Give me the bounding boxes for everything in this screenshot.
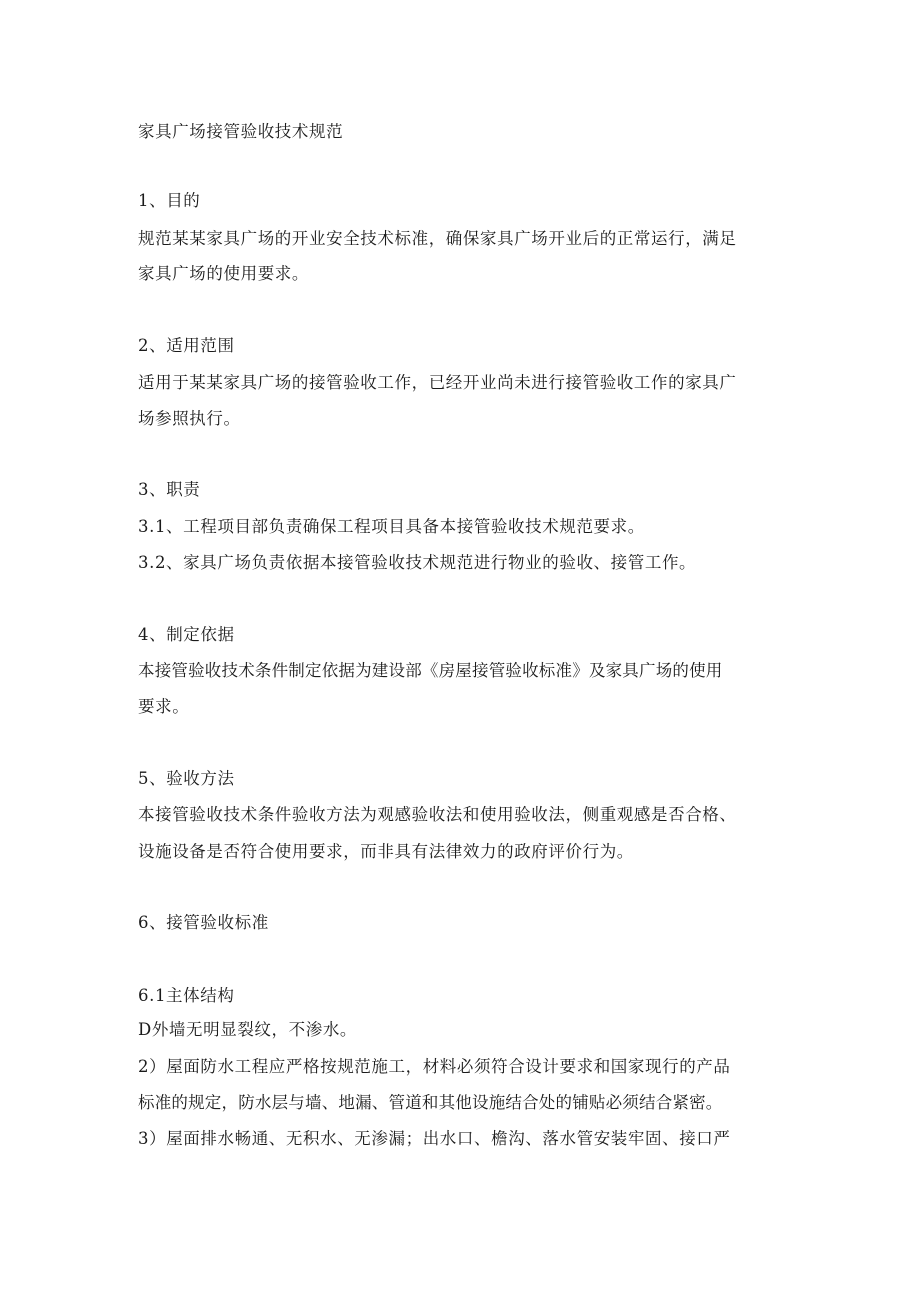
paragraph-line: 设施设备是否符合使用要求，而非具有法律效力的政府评价行为。 (138, 842, 634, 861)
subsection-heading-main-structure: 6.1主体结构 (138, 986, 235, 1005)
paragraph-line: 本接管验收技术条件验收方法为观感验收法和使用验收法，侧重观感是否合格、 (138, 805, 737, 824)
section-heading-method: 5、验收方法 (138, 769, 235, 788)
paragraph-line: 场参照执行。 (138, 409, 241, 428)
section-heading-responsibilities: 3、职责 (138, 480, 201, 499)
paragraph-line: 3.2、家具广场负责依据本接管验收技术规范进行物业的验收、接管工作。 (138, 553, 697, 572)
paragraph-line: 要求。 (138, 697, 190, 716)
section-heading-scope: 2、适用范围 (138, 336, 235, 355)
paragraph-line: 2）屋面防水工程应严格按规范施工，材料必须符合设计要求和国家现行的产品 (138, 1057, 731, 1076)
paragraph-line: 适用于某某家具广场的接管验收工作，已经开业尚未进行接管验收工作的家具广 (138, 373, 737, 392)
paragraph-line: 家具广场的使用要求。 (138, 264, 309, 283)
paragraph-line: 本接管验收技术条件制定依据为建设部《房屋接管验收标准》及家具广场的使用 (138, 661, 723, 680)
paragraph-line: 标准的规定，防水层与墙、地漏、管道和其他设施结合处的铺贴必须结合紧密。 (138, 1093, 723, 1112)
paragraph-line: 3）屋面排水畅通、无积水、无渗漏；出水口、檐沟、落水管安装牢固、接口严 (138, 1129, 731, 1148)
section-heading-basis: 4、制定依据 (138, 625, 235, 644)
paragraph-line: D外墙无明显裂纹，不渗水。 (138, 1020, 358, 1039)
paragraph-line: 规范某某家具广场的开业安全技术标准，确保家具广场开业后的正常运行，满足 (138, 229, 737, 248)
paragraph-line: 3.1、工程项目部负责确保工程项目具备本接管验收技术规范要求。 (138, 517, 645, 536)
section-heading-purpose: 1、目的 (138, 191, 201, 210)
document-title: 家具广场接管验收技术规范 (138, 122, 344, 141)
section-heading-standards: 6、接管验收标准 (138, 913, 269, 932)
